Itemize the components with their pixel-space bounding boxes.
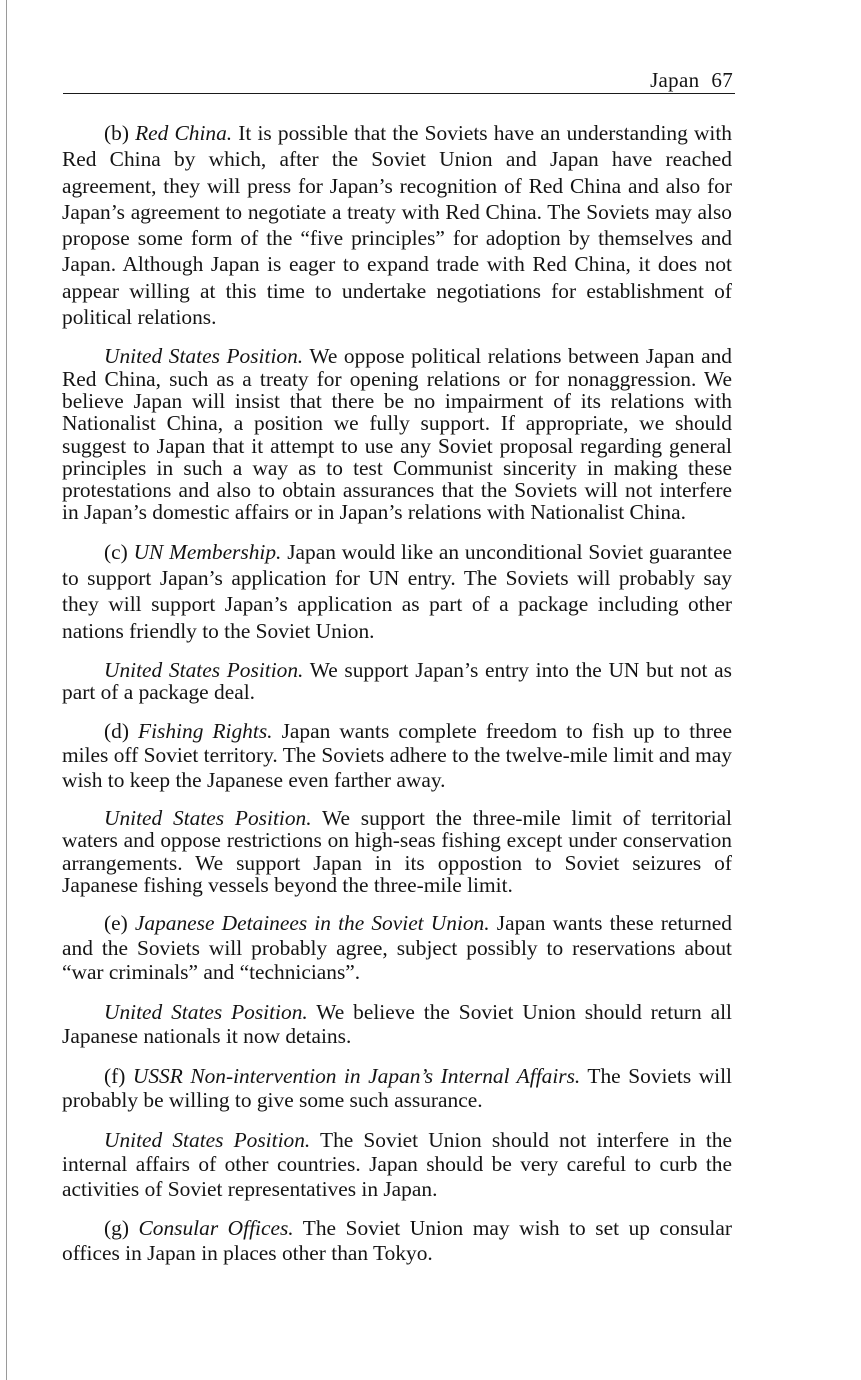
paragraph-c-un-membership: [62, 539, 732, 644]
paragraph-us-position-non-intervention: [62, 1128, 732, 1202]
paragraph-d-fishing-rights: [62, 719, 732, 793]
paragraph-body: Japan wants these returned and the Soviets will probably agree, subject possibly to reservations about “war criminals” and “technicians”.: [62, 911, 732, 985]
paragraph-us-position-un: [62, 659, 732, 704]
paragraph-e-detainees: [62, 911, 732, 985]
body-text: [62, 120, 732, 1265]
paragraph-b-red-china: [62, 120, 732, 330]
paragraph-title: United States Position.: [104, 344, 304, 369]
running-header: [63, 64, 735, 94]
paragraph-label: (c): [104, 539, 128, 564]
paragraph-body: The Soviet Union should not interfere in the internal affairs of other countries. Japan should be very careful to curb the activities of Soviet representatives in Japan.: [62, 1127, 732, 1201]
paragraph-label: (g): [104, 1216, 129, 1241]
paragraph-title: UN Membership.: [133, 539, 282, 564]
paragraph-title: USSR Non-intervention in Japan’s Internal Affairs.: [132, 1063, 581, 1088]
paragraph-body: We oppose political relations between Japan and Red China, such as a treaty for opening relations or for nonaggression. We believe Japan will insist that there be no impairment of its relations with Nationalist China, a position we fully support. If appropriate, we should suggest to Japan that it attempt to use any Soviet proposal regarding general principles in such a way as to test Communist sincerity in making these protestations and also to obtain assurances that the Soviets will not interfere in Japan’s domestic affairs or in Japan’s relations with Nationalist China.: [62, 344, 732, 525]
paragraph-body: The Soviets will probably be willing to give some such assurance.: [62, 1063, 732, 1113]
paragraph-body: We believe the Soviet Union should return all Japanese nationals it now detains.: [62, 999, 732, 1049]
page-number: 67: [711, 68, 733, 92]
paragraph-label: (f): [104, 1063, 126, 1088]
paragraph-label: (d): [104, 718, 129, 743]
paragraph-body: The Soviet Union may wish to set up consular offices in Japan in places other than Tokyo.: [62, 1216, 732, 1265]
paragraph-body: Japan would like an unconditional Soviet guarantee to support Japan’s application for UN entry. The Soviets will probably say they will support Japan’s application as part of a package including other nations friendly to the Soviet Union.: [62, 539, 732, 643]
paragraph-title: United States Position.: [104, 806, 312, 831]
paragraph-g-consular-offices: [62, 1216, 732, 1265]
header-section-title: Japan: [650, 68, 700, 92]
paragraph-f-non-intervention: [62, 1064, 732, 1113]
paragraph-us-position-detainees: [62, 1000, 732, 1049]
paragraph-us-position-fishing: [62, 807, 732, 896]
paragraph-body: We support Japan’s entry into the UN but not as part of a package deal.: [62, 657, 732, 705]
paragraph-title: Red China.: [135, 121, 233, 145]
paragraph-title: United States Position.: [104, 1127, 311, 1152]
paragraph-body: Japan wants complete freedom to fish up to three miles off Soviet territory. The Soviets adhere to the twelve-mile limit and may wish to keep the Japanese even farther away.: [62, 718, 732, 792]
paragraph-label: (b): [104, 121, 129, 145]
paragraph-body: We support the three-mile limit of territorial waters and oppose restrictions on high-seas fishing except under conservation arrangements. We support Japan in its oppostion to Soviet seizures of Japanese fishing vessels beyond the three-mile limit.: [62, 806, 732, 897]
paragraph-us-position-red-china: [62, 345, 732, 523]
paragraph-title: Fishing Rights.: [138, 718, 273, 743]
paragraph-label: (e): [104, 911, 128, 936]
paragraph-title: Japanese Detainees in the Soviet Union.: [134, 911, 490, 936]
paragraph-title: United States Position.: [104, 999, 308, 1024]
paragraph-title: Consular Offices.: [138, 1216, 294, 1241]
page-edge-line: [6, 0, 7, 1380]
paragraph-body: It is possible that the Soviets have an understanding with Red China by which, after the Soviet Union and Japan have reached agreement, they will press for Japan’s recognition of Red China and also for Japan’s agreement to negotiate a treaty with Red China. The Soviets may also propose some form of the “five principles” for adoption by themselves and Japan. Although Japan is eager to expand trade with Red China, it does not appear willing at this time to undertake negotiations for establishment of political relations.: [62, 121, 732, 330]
paragraph-title: United States Position.: [104, 657, 304, 682]
